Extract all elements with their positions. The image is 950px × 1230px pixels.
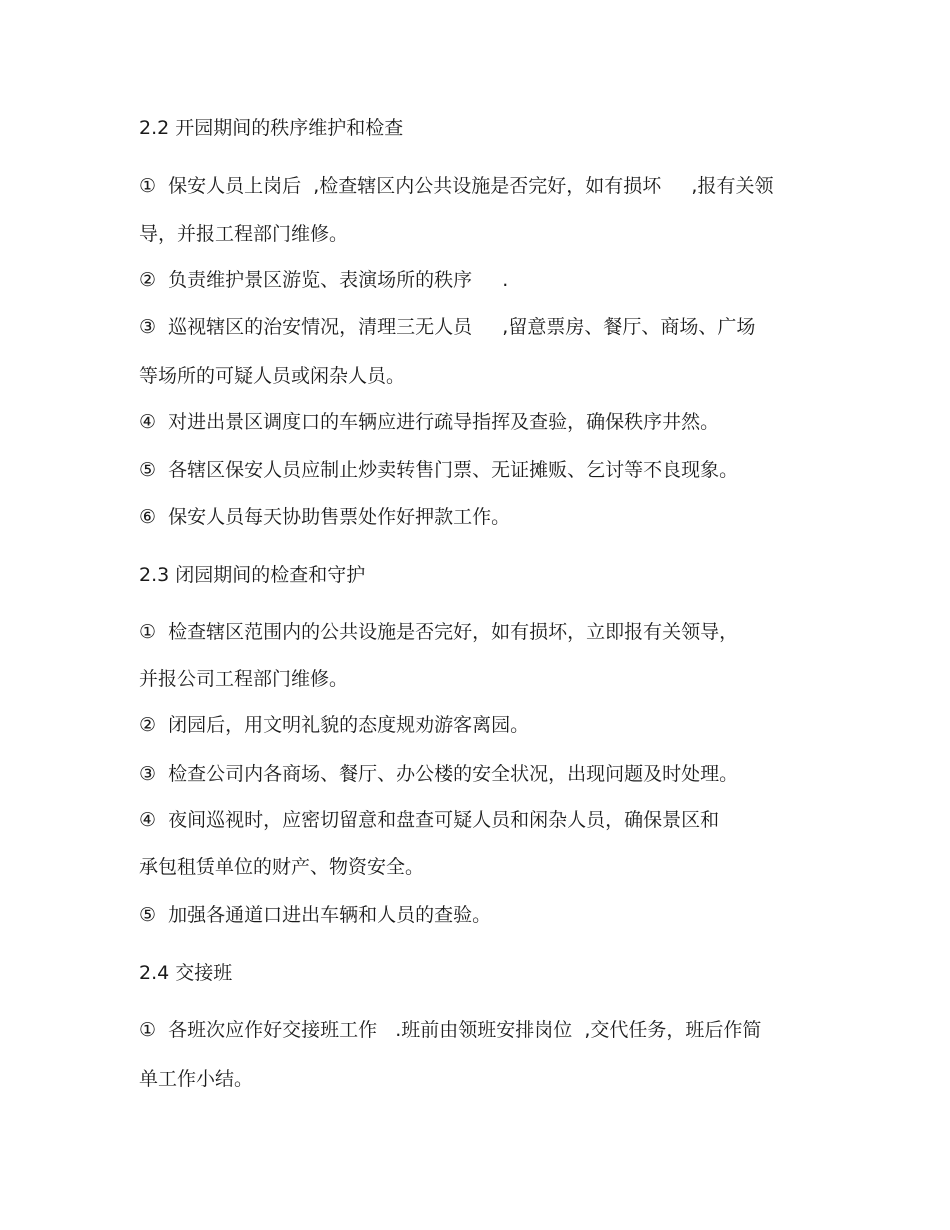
list-item-line: ⑤ 各辖区保安人员应制止炒卖转售门票、无证摊贩、乞讨等不良现象。 <box>139 459 739 481</box>
list-item-line: ③ 检查公司内各商场、餐厅、办公楼的安全状况，出现问题及时处理。 <box>139 763 739 785</box>
list-item-line: ① 各班次应作好交接班工作 .班前由领班安排岗位 ,交代任务，班后作简 <box>139 1019 762 1041</box>
list-item-line: ② 负责维护景区游览、表演场所的秩序 . <box>139 269 509 291</box>
list-item-line: ① 保安人员上岗后 ,检查辖区内公共设施是否完好，如有损坏 ,报有关领 <box>139 175 774 197</box>
list-item-line: 导，并报工程部门维修。 <box>139 223 349 245</box>
section-heading: 2.2 开园期间的秩序维护和检查 <box>139 117 404 139</box>
section-heading: 2.3 闭园期间的检查和守护 <box>139 564 366 586</box>
list-item-line: 并报公司工程部门维修。 <box>139 668 349 690</box>
list-item-line: ④ 对进出景区调度口的车辆应进行疏导指挥及查验，确保秩序井然。 <box>139 411 720 433</box>
list-item-line: ① 检查辖区范围内的公共设施是否完好，如有损坏，立即报有关领导， <box>139 621 739 643</box>
list-item-line: 单工作小结。 <box>139 1068 254 1090</box>
list-item-line: 等场所的可疑人员或闲杂人员。 <box>139 365 406 387</box>
list-item-line: ② 闭园后，用文明礼貌的态度规劝游客离园。 <box>139 714 530 736</box>
list-item-line: ⑤ 加强各通道口进出车辆和人员的查验。 <box>139 904 492 926</box>
list-item-line: ⑥ 保安人员每天协助售票处作好押款工作。 <box>139 506 511 528</box>
list-item-line: ③ 巡视辖区的治安情况，清理三无人员 ,留意票房、餐厅、商场、广场 <box>139 316 756 338</box>
list-item-line: ④ 夜间巡视时，应密切留意和盘查可疑人员和闲杂人员，确保景区和 <box>139 809 720 831</box>
section-heading: 2.4 交接班 <box>139 962 233 984</box>
list-item-line: 承包租赁单位的财产、物资安全。 <box>139 856 425 878</box>
